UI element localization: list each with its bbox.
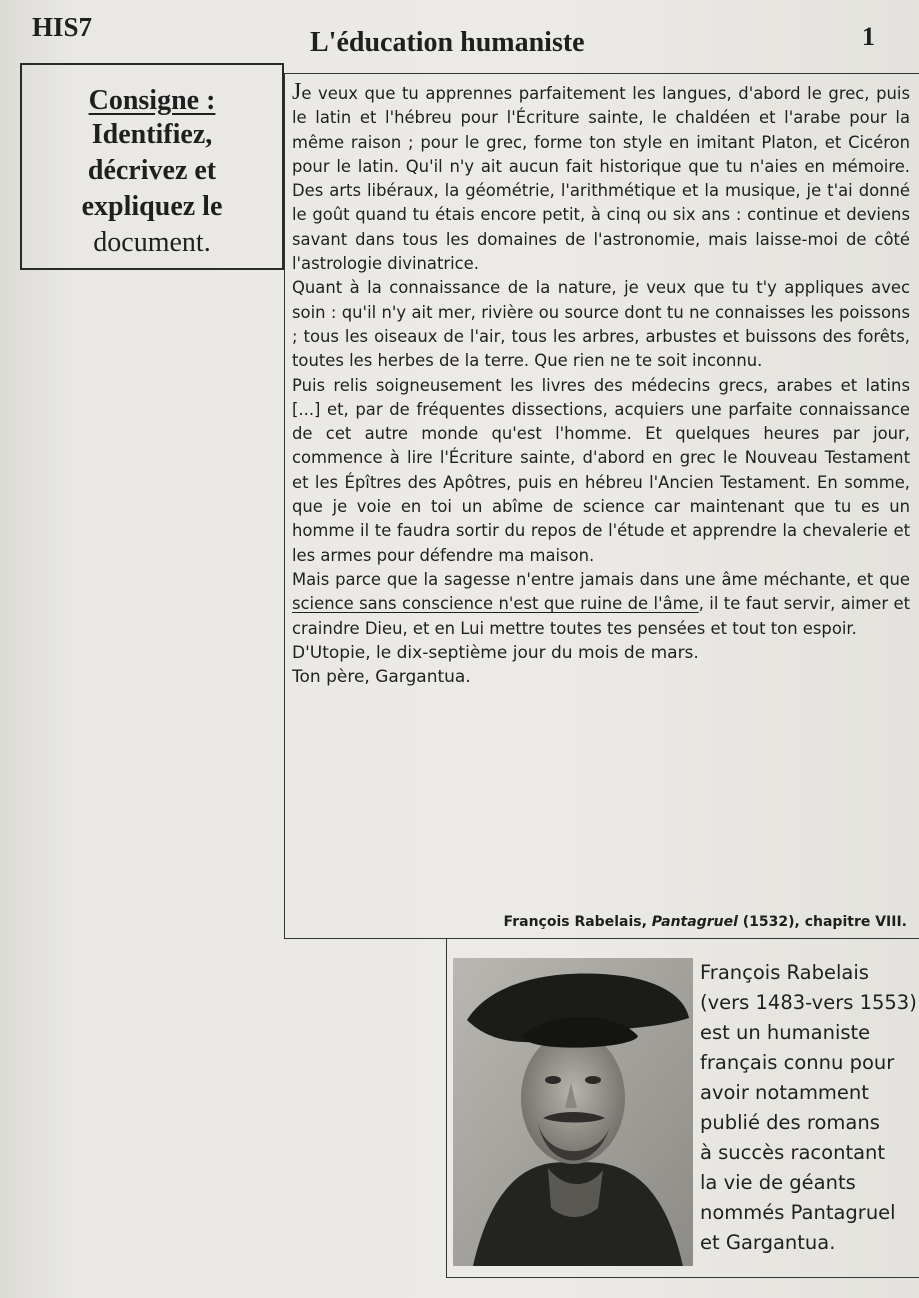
course-code: HIS7	[32, 12, 93, 42]
consigne-line: document.	[93, 227, 211, 258]
portrait-image	[453, 958, 693, 1266]
consigne-line: expliquez le	[81, 191, 223, 222]
caption-line: français connu pour	[700, 1051, 895, 1074]
consigne-instructions	[22, 117, 282, 261]
page-number: 1	[862, 22, 875, 51]
caption-line: nommés Pantagruel	[700, 1201, 896, 1224]
consigne-line: décrivez et	[87, 155, 217, 186]
caption-line: est un humaniste	[700, 1021, 871, 1044]
caption-line: publié des romans	[700, 1111, 880, 1134]
caption-line: François Rabelais	[700, 961, 869, 984]
paragraph: Quant à la connaissance de la nature, je veux que tu t'y appliques avec soin : qu'il n'y ait mer, rivière ou source dont tu ne connaisses les poissons ; tous les oiseaux de l'air, tous les arbres, arbustes et buissons des forêts, toutes les herbes de la terre. Que rien ne te soit inconnu.	[292, 278, 910, 371]
underlined-quote: science sans conscience n'est que ruine de l'âme	[292, 594, 699, 614]
caption-line: et Gargantua.	[700, 1231, 836, 1254]
caption-line: la vie de géants	[700, 1171, 856, 1194]
consigne-box	[20, 63, 284, 270]
caption-line: à succès racontant	[700, 1141, 886, 1164]
caption-line: avoir notamment	[700, 1081, 869, 1104]
source-citation: François Rabelais, Pantagruel (1532), chapitre VIII.	[503, 914, 907, 930]
page-title: L'éducation humaniste	[310, 27, 585, 58]
paragraph: Je veux que tu apprennes parfaitement les langues, d'abord le grec, puis le latin et l'hébreu pour l'Écriture sainte, le chaldéen et l'arabe pour la même raison ; pour le grec, forme ton style en imitant Platon, et Cicéron pour le latin. Qu'il n'y ait aucun fait historique que tu n'aies en mémoire. Des arts libéraux, la géométrie, l'arithmétique et la musique, je t'ai donné le goût quand tu étais encore petit, à cinq ou six ans : continue et deviens savant dans tous les domaines de l'astronomie, mais laisse-moi de côté l'astrologie divinatrice.	[292, 79, 910, 274]
dropcap: J	[292, 79, 302, 105]
place-date: D'Utopie, le dix-septième jour du mois de mars.	[292, 642, 699, 663]
paragraph: Mais parce que la sagesse n'entre jamais dans une âme méchante, et que science sans conscience n'est que ruine de l'âme, il te faut servir, aimer et craindre Dieu, et en Lui mettre toutes tes pensées et tout ton espoir.	[292, 569, 910, 638]
book-title: Pantagruel	[651, 914, 738, 930]
paragraph: Puis relis soigneusement les livres des médecins grecs, arabes et latins [...] et, par de fréquentes dissections, acquiers une parfaite connaissance de cet autre monde qu'est l'homme. Et quelques heures par jour, commence à lire l'Écriture sainte, d'abord en grec le Nouveau Testament et les Épîtres des Apôtres, puis en hébreu l'Ancien Testament. En somme, que je voie en toi un abîme de science car maintenant que tu es un homme il te faudra sortir du repos de l'étude et apprendre la chevalerie et les armes pour défendre ma maison.	[292, 375, 910, 565]
portrait-caption	[700, 958, 919, 1258]
document-text	[292, 80, 910, 689]
caption-line: (vers 1483-vers 1553)	[700, 991, 917, 1014]
signature: Ton père, Gargantua.	[292, 667, 471, 688]
consigne-title: Consigne :	[88, 85, 216, 116]
consigne-line: Identifiez,	[91, 119, 213, 150]
